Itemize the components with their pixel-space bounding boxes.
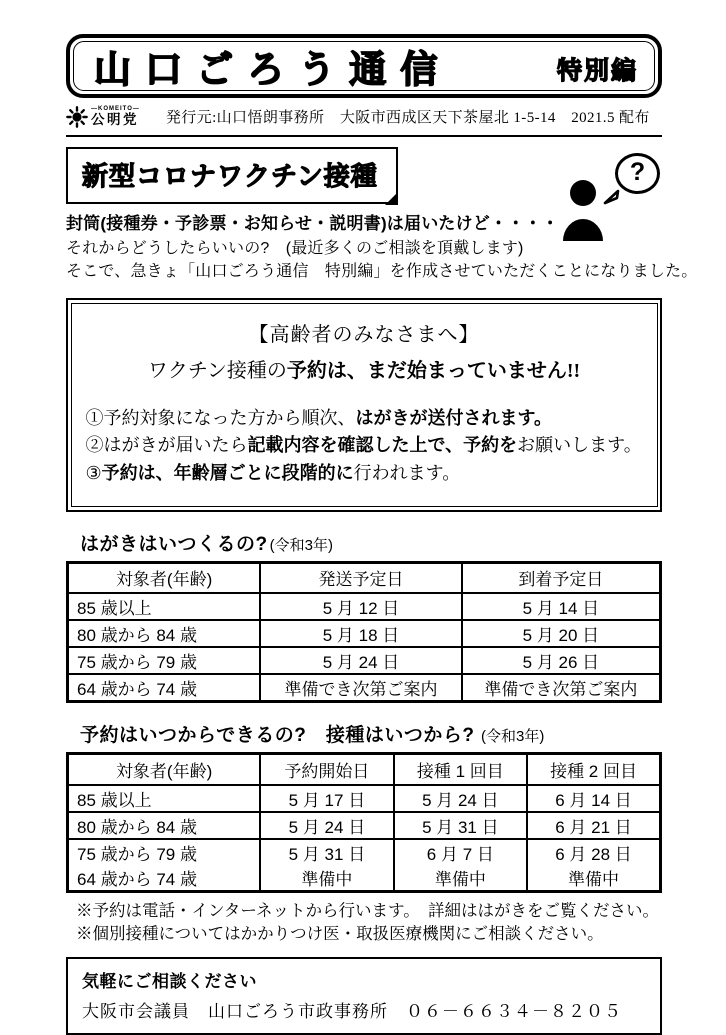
publisher-row bbox=[66, 103, 662, 130]
table-cell: 5 月 20 日 bbox=[462, 620, 661, 647]
header-rule bbox=[66, 135, 662, 137]
footnotes bbox=[66, 900, 662, 947]
table-cell: 5 月 24 日 bbox=[260, 647, 462, 674]
table-cell: 80 歳から 84 歳 bbox=[68, 620, 261, 647]
table-cell: 6 月 7 日 bbox=[394, 839, 527, 865]
table-cell: 準備中 bbox=[394, 865, 527, 892]
intro-section bbox=[66, 147, 698, 283]
publisher-line: 発行元:山口悟朗事務所 大阪市西成区天下茶屋北 1-5-14 2021.5 配布 bbox=[165, 110, 650, 126]
contact-box bbox=[66, 957, 662, 1035]
notice-sub-normal: ワクチン接種の bbox=[147, 359, 287, 382]
table-row bbox=[68, 593, 661, 620]
table-header-cell: 対象者(年齢) bbox=[68, 754, 261, 785]
postcard-schedule-title bbox=[66, 529, 662, 556]
vaccine-badge bbox=[66, 147, 398, 204]
table-cell: 5 月 31 日 bbox=[260, 839, 393, 865]
table-cell: 5 月 12 日 bbox=[260, 593, 462, 620]
notice-subheading bbox=[86, 354, 643, 383]
reservation-schedule-title bbox=[66, 720, 662, 747]
person-question-illustration bbox=[552, 153, 662, 243]
table-cell: 75 歳から 79 歳 bbox=[68, 839, 261, 865]
reservation-schedule-table bbox=[66, 752, 662, 893]
notice-item-2-bold: 記載内容を確認した上で、予約を bbox=[247, 435, 518, 456]
party-name-block bbox=[91, 106, 140, 126]
komeito-logo bbox=[66, 106, 140, 128]
reservation-schedule-title-note: (令和3年) bbox=[480, 728, 545, 746]
newsletter-title: 山口ごろう通信 bbox=[94, 49, 452, 90]
notice-item-2-pre: ②はがきが届いたら bbox=[85, 435, 248, 456]
table-row bbox=[68, 620, 661, 647]
table-cell: 80 歳から 84 歳 bbox=[68, 812, 261, 839]
table-cell: 6 月 28 日 bbox=[527, 839, 660, 865]
table-cell: 5 月 26 日 bbox=[462, 647, 661, 674]
notice-sub-bold: 予約は、まだ始まっていません!! bbox=[286, 359, 581, 382]
table-cell: 5 月 31 日 bbox=[394, 812, 527, 839]
reservation-schedule-title-main: 予約はいつからできるの? 接種はいつから? bbox=[80, 725, 475, 747]
notice-item-2 bbox=[86, 432, 643, 460]
notice-item-3-bold: 予約は、年齢層ごとに段階的に bbox=[101, 463, 354, 484]
table-header-cell: 接種 1 回目 bbox=[394, 754, 527, 785]
masthead-inner bbox=[73, 41, 655, 91]
table-cell: 5 月 14 日 bbox=[462, 593, 661, 620]
table-cell: 64 歳から 74 歳 bbox=[68, 674, 261, 702]
table-row bbox=[68, 647, 661, 674]
table-cell: 5 月 24 日 bbox=[394, 785, 527, 812]
fold-corner-icon bbox=[385, 192, 398, 205]
table-cell: 6 月 14 日 bbox=[527, 785, 660, 812]
table-cell: 5 月 24 日 bbox=[260, 812, 393, 839]
table-cell: 準備でき次第ご案内 bbox=[260, 674, 462, 702]
table-cell: 85 歳以上 bbox=[68, 785, 261, 812]
intro-line-3: そこで、急きょ「山口ごろう通信 特別編」を作成させていただくことになりました。 bbox=[66, 262, 698, 280]
notice-item-3-pre: ③ bbox=[85, 463, 102, 484]
table-row bbox=[68, 839, 661, 865]
party-romaji: —KOMEITO— bbox=[91, 106, 140, 113]
notice-item-1-pre: ①予約対象になった方から順次、 bbox=[85, 407, 356, 428]
elderly-notice-box bbox=[66, 298, 662, 512]
table-cell: 準備中 bbox=[527, 865, 660, 892]
question-mark-icon: ? bbox=[629, 158, 646, 186]
postcard-schedule-title-note: (令和3年) bbox=[269, 536, 333, 554]
vaccine-badge-label: 新型コロナワクチン接種 bbox=[82, 161, 378, 191]
note-line-2: ※個別接種についてはかかりつけ医・取扱医療機関にご相談ください。 bbox=[76, 925, 604, 944]
table-header-row bbox=[68, 754, 661, 785]
contact-heading: 気軽にご相談ください bbox=[82, 971, 257, 991]
masthead bbox=[66, 34, 662, 98]
table-header-cell: 発送予定日 bbox=[260, 562, 462, 593]
contact-info: 大阪市会議員 山口ごろう市政事務所 ０６－６６３４－８２０５ bbox=[82, 1001, 622, 1021]
table-cell: 85 歳以上 bbox=[68, 593, 261, 620]
postcard-schedule-title-main: はがきはいつくるの? bbox=[80, 533, 268, 555]
table-cell: 64 歳から 74 歳 bbox=[68, 865, 261, 892]
edition-label: 特別編 bbox=[556, 57, 638, 85]
party-name: 公明党 bbox=[91, 111, 139, 127]
notice-item-1-bold: はがきが送付されます。 bbox=[355, 407, 553, 428]
table-cell: 準備中 bbox=[260, 865, 393, 892]
intro-line-2: それからどうしたらいいの? (最近多くのご相談を頂戴します) bbox=[66, 239, 524, 257]
table-cell: 5 月 17 日 bbox=[260, 785, 393, 812]
intro-line-1: 封筒(接種券・予診票・お知らせ・説明書)は届いたけど・・・・ bbox=[66, 214, 559, 233]
table-row bbox=[68, 865, 661, 892]
notice-item-list bbox=[86, 405, 643, 489]
notice-item-3 bbox=[86, 460, 643, 488]
table-cell: 5 月 18 日 bbox=[260, 620, 462, 647]
bubble-tail-icon bbox=[602, 189, 620, 210]
note-line-1: ※予約は電話・インターネットから行います。 詳細ははがきをご覧ください。 bbox=[76, 901, 659, 920]
notice-item-3-post: 行われます。 bbox=[353, 463, 461, 484]
table-cell: 75 歳から 79 歳 bbox=[68, 647, 261, 674]
table-header-cell: 接種 2 回目 bbox=[527, 754, 660, 785]
notice-item-1 bbox=[86, 405, 643, 433]
table-header-cell: 予約開始日 bbox=[260, 754, 393, 785]
table-row bbox=[68, 674, 661, 702]
person-icon bbox=[560, 179, 606, 241]
elderly-notice-inner bbox=[71, 303, 658, 508]
postcard-schedule-table bbox=[66, 561, 662, 704]
table-header-cell: 対象者(年齢) bbox=[68, 562, 261, 593]
table-cell: 6 月 21 日 bbox=[527, 812, 660, 839]
table-row bbox=[68, 785, 661, 812]
table-header-cell: 到着予定日 bbox=[462, 562, 661, 593]
notice-heading: 【高齢者のみなさまへ】 bbox=[248, 323, 480, 346]
question-bubble-icon bbox=[615, 153, 660, 194]
table-cell: 準備でき次第ご案内 bbox=[462, 674, 661, 702]
table-header-row bbox=[68, 562, 661, 593]
notice-item-2-post: お願いします。 bbox=[517, 435, 642, 456]
sun-icon bbox=[66, 106, 88, 128]
table-row bbox=[68, 812, 661, 839]
